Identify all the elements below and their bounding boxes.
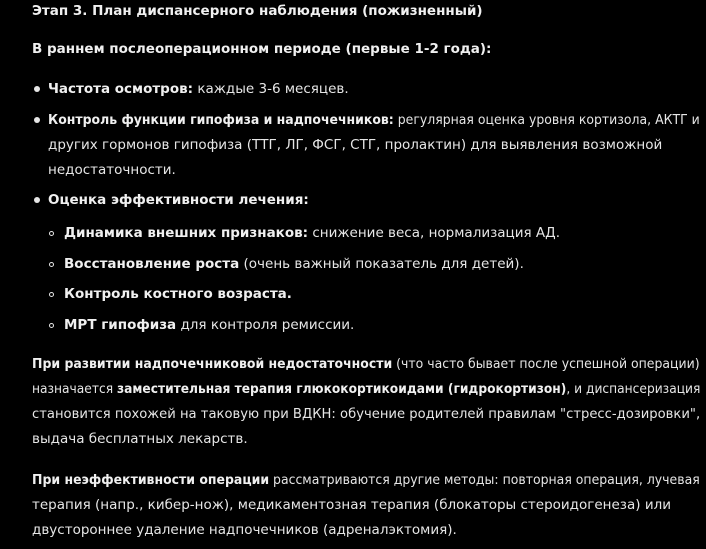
early-period-heading: В раннем послеоперационном периоде (первые 1-2 года): xyxy=(32,41,492,57)
pituitary-text: регулярная оценка уровня кортизола, АКТГ и xyxy=(393,112,700,128)
adrenal-bold2: заместительная терапия глюкокортикоидами (гидрокортизон) xyxy=(116,381,567,397)
bullet-dot xyxy=(34,86,40,92)
adrenal-line4: выдача бесплатных лекарств. xyxy=(32,431,248,447)
frequency-label: Частота осмотров: xyxy=(48,81,194,97)
sub-bullet-ring xyxy=(49,231,54,236)
adrenal-text2a: назначается xyxy=(32,381,117,397)
mri-label: МРТ гипофиза xyxy=(64,317,177,333)
growth-label: Восстановление роста xyxy=(64,256,240,272)
frequency-text: каждые 3-6 месяцев. xyxy=(193,81,349,97)
sub-bullet-ring xyxy=(49,292,54,297)
mri-text: для контроля ремиссии. xyxy=(176,317,355,333)
external-text: снижение веса, нормализация АД. xyxy=(308,225,560,241)
adrenal-text2b: , и диспансеризация xyxy=(566,381,701,397)
pituitary-text-line3: недостаточности. xyxy=(48,162,176,178)
adrenal-line1 xyxy=(32,354,700,374)
sub-bullet-ring xyxy=(49,262,54,267)
list-item-frequency xyxy=(48,79,349,99)
pituitary-text-line2: других гормонов гипофиза (ТТГ, ЛГ, ФСГ, СТГ, пролактин) для выявления возможной xyxy=(48,137,663,153)
stage-title: Этап 3. План диспансерного наблюдения (пожизненный) xyxy=(32,3,483,19)
sub-item-external xyxy=(64,223,560,243)
inefficiency-bold1: При неэффективности операции xyxy=(32,472,270,488)
bullet-dot xyxy=(34,197,40,203)
inefficiency-text1: рассматриваются другие методы: повторная операция, лучевая xyxy=(269,472,700,488)
growth-text: (очень важный показатель для детей). xyxy=(239,256,524,272)
external-label: Динамика внешних признаков: xyxy=(64,225,309,241)
adrenal-text1: (что часто бывает после успешной операции) xyxy=(392,356,700,372)
inefficiency-line1 xyxy=(32,470,700,490)
adrenal-bold1: При развитии надпочечниковой недостаточности xyxy=(32,356,393,372)
efficiency-label: Оценка эффективности лечения: xyxy=(48,192,309,208)
adrenal-line2 xyxy=(32,379,700,399)
adrenal-line3: становится похожей на таковую при ВДКН: обучение родителей правилам "стресс-дозировки", xyxy=(32,406,701,422)
pituitary-label: Контроль функции гипофиза и надпочечников: xyxy=(48,112,394,128)
sub-bullet-ring xyxy=(49,323,54,328)
inefficiency-line2: терапия (напр., кибер-нож), медикаментозная терапия (блокаторы стероидогенеза) или xyxy=(32,497,671,513)
sub-item-mri xyxy=(64,315,354,335)
sub-item-bone: Контроль костного возраста. xyxy=(64,286,292,302)
list-item-pituitary xyxy=(48,110,700,130)
sub-item-growth xyxy=(64,254,524,274)
bullet-dot xyxy=(34,117,40,123)
inefficiency-line3: двустороннее удаление надпочечников (адреналэктомия). xyxy=(32,522,457,538)
